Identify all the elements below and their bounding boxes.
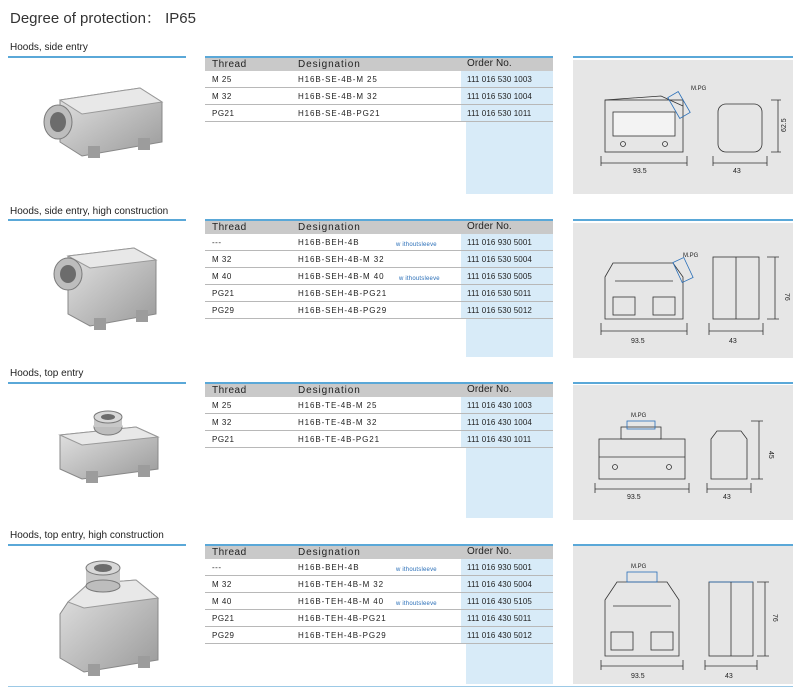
table-row (205, 268, 553, 285)
cell-thread: M 32 (212, 579, 232, 589)
cell-designation: H16B-BEH-4B w ithoutsleeve (298, 562, 437, 573)
table-row (205, 105, 553, 122)
cell-order: 111 016 530 5004 (461, 251, 553, 267)
cell-designation: H16B-TEH-4B-PG29 (298, 630, 387, 640)
cell-designation: H16B-SEH-4B-PG29 (298, 305, 388, 315)
cell-designation: H16B-SEH-4B-M 40 w ithoutsleeve (298, 271, 440, 282)
bottom-rule (8, 686, 793, 687)
dim-thread: M.PG (683, 253, 699, 259)
product-table (205, 384, 553, 448)
cell-order: 111 016 530 5012 (461, 302, 553, 318)
cell-designation: H16B-BEH-4B w ithoutsleeve (298, 237, 437, 248)
cell-thread: M 40 (212, 596, 232, 606)
section-title: Hoods, side entry (10, 42, 88, 53)
cell-designation: H16B-SE-4B-M 25 (298, 74, 378, 84)
dimension-drawing (573, 223, 793, 358)
cell-thread: M 25 (212, 74, 232, 84)
cell-order: 111 016 430 5004 (461, 576, 553, 592)
section-title: Hoods, side entry, high construction (10, 206, 169, 217)
table-row (205, 302, 553, 319)
dim-width: 93.5 (627, 494, 641, 501)
section-rule (8, 219, 186, 221)
drawing-rule (573, 382, 793, 384)
note-without-sleeve: w ithoutsleeve (396, 241, 437, 248)
cell-order: 111 016 930 5001 (461, 559, 553, 575)
section-rule (8, 544, 186, 546)
header-order: Order No. (461, 58, 553, 71)
drawing-rule (573, 56, 793, 58)
header-order: Order No. (461, 384, 553, 397)
cell-order: 111 016 930 5001 (461, 234, 553, 250)
product-table (205, 546, 553, 644)
cell-order: 111 016 430 5012 (461, 627, 553, 643)
header-thread: Thread (212, 59, 247, 70)
dim-depth: 43 (725, 673, 733, 680)
dimension-drawing (573, 385, 793, 520)
dim-width: 93.5 (631, 673, 645, 680)
dim-height: 76 (783, 293, 790, 301)
cell-thread: --- (212, 562, 222, 572)
header-designation: Designation (298, 59, 361, 70)
header-thread: Thread (212, 547, 247, 558)
dim-thread: M.PG (631, 413, 647, 419)
table-header (205, 58, 553, 71)
cell-order: 111 016 530 1003 (461, 71, 553, 87)
page-title: Degree of protection： IP65 (10, 10, 196, 27)
table-row (205, 576, 553, 593)
cell-thread: M 32 (212, 91, 232, 101)
dim-height: 45 (767, 451, 774, 459)
table-row (205, 610, 553, 627)
cell-designation: H16B-TEH-4B-M 32 (298, 579, 384, 589)
cell-order: 111 016 530 1004 (461, 88, 553, 104)
dim-height: 76 (771, 614, 778, 622)
header-thread: Thread (212, 385, 247, 396)
cell-designation: H16B-SE-4B-M 32 (298, 91, 378, 101)
table-row (205, 285, 553, 302)
hood-side-entry-high-photo (30, 240, 180, 340)
section-rule (8, 382, 186, 384)
cell-designation: H16B-TE-4B-M 25 (298, 400, 378, 410)
table-row (205, 88, 553, 105)
cell-order: 111 016 530 5005 (461, 268, 553, 284)
dim-width: 93.5 (633, 168, 647, 175)
drawing-rule (573, 219, 793, 221)
cell-thread: M 40 (212, 271, 232, 281)
table-row (205, 559, 553, 576)
cell-thread: PG21 (212, 288, 235, 298)
dimension-drawing (573, 546, 793, 684)
cell-thread: PG29 (212, 305, 235, 315)
cell-designation: H16B-TE-4B-PG21 (298, 434, 380, 444)
hood-top-entry-high-photo (40, 558, 180, 683)
header-thread: Thread (212, 222, 247, 233)
header-designation: Designation (298, 547, 361, 558)
hood-side-entry-photo (30, 80, 180, 170)
table-row (205, 251, 553, 268)
cell-order: 111 016 430 5011 (461, 610, 553, 626)
table-row (205, 71, 553, 88)
cell-thread: PG29 (212, 630, 235, 640)
table-row (205, 397, 553, 414)
table-row (205, 414, 553, 431)
hood-top-entry-photo (40, 405, 180, 495)
section-title: Hoods, top entry (10, 368, 84, 379)
note-without-sleeve: w ithoutsleeve (396, 566, 437, 573)
table-row (205, 234, 553, 251)
dim-thread: M.PG (631, 564, 647, 570)
cell-thread: M 32 (212, 417, 232, 427)
cell-thread: M 32 (212, 254, 232, 264)
dim-height: 62.5 (781, 118, 788, 132)
dim-width: 93.5 (631, 338, 645, 345)
cell-order: 111 016 430 1003 (461, 397, 553, 413)
cell-designation: H16B-TEH-4B-PG21 (298, 613, 387, 623)
cell-order: 111 016 430 5105 (461, 593, 553, 609)
cell-thread: --- (212, 237, 222, 247)
cell-thread: M 25 (212, 400, 232, 410)
cell-designation: H16B-SE-4B-PG21 (298, 108, 381, 118)
dim-depth: 43 (723, 494, 731, 501)
table-row (205, 593, 553, 610)
header-designation: Designation (298, 222, 361, 233)
note-without-sleeve: w ithoutsleeve (399, 275, 440, 282)
header-order: Order No. (461, 221, 553, 234)
note-without-sleeve: w ithoutsleeve (396, 600, 437, 607)
table-row (205, 431, 553, 448)
section-title: Hoods, top entry, high construction (10, 530, 164, 541)
section-rule (8, 56, 186, 58)
table-row (205, 627, 553, 644)
cell-designation: H16B-SEH-4B-PG21 (298, 288, 388, 298)
cell-order: 111 016 430 1011 (461, 431, 553, 447)
cell-thread: PG21 (212, 108, 235, 118)
dim-thread: M.PG (691, 86, 707, 92)
table-header (205, 384, 553, 397)
cell-order: 111 016 430 1004 (461, 414, 553, 430)
header-designation: Designation (298, 385, 361, 396)
cell-thread: PG21 (212, 613, 235, 623)
cell-designation: H16B-TEH-4B-M 40 w ithoutsleeve (298, 596, 437, 607)
cell-designation: H16B-TE-4B-M 32 (298, 417, 378, 427)
dim-depth: 43 (733, 168, 741, 175)
cell-order: 111 016 530 1011 (461, 105, 553, 121)
dimension-drawing (573, 60, 793, 194)
product-table (205, 221, 553, 319)
table-header (205, 221, 553, 234)
dim-depth: 43 (729, 338, 737, 345)
table-header (205, 546, 553, 559)
header-order: Order No. (461, 546, 553, 559)
product-table (205, 58, 553, 122)
cell-designation: H16B-SEH-4B-M 32 (298, 254, 385, 264)
cell-thread: PG21 (212, 434, 235, 444)
cell-order: 111 016 530 5011 (461, 285, 553, 301)
